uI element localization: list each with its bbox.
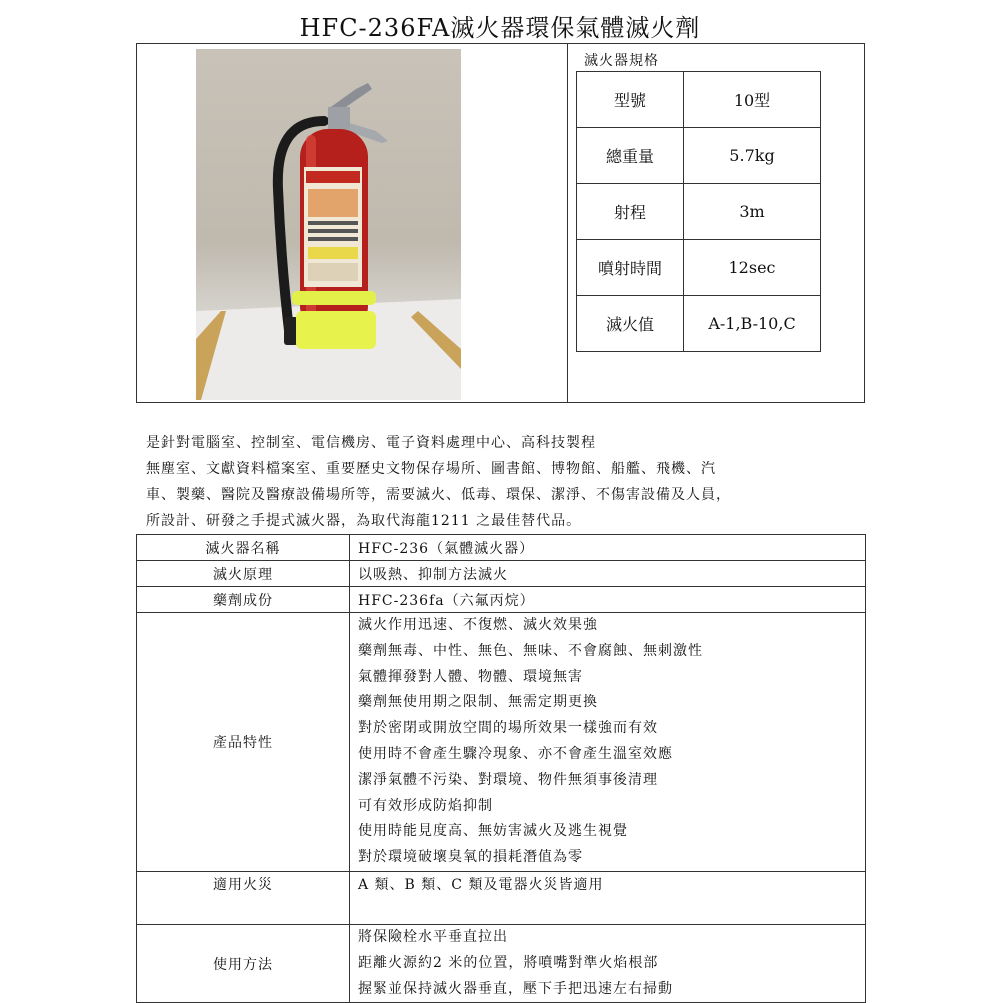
spec-key: 型號 <box>577 72 684 128</box>
feature-list <box>350 613 866 872</box>
bracket-band <box>292 291 376 305</box>
nozzle <box>284 317 298 345</box>
spec-value: 3m <box>684 184 821 240</box>
detail-row-ingredient <box>137 587 866 613</box>
spec-row <box>577 296 821 352</box>
detail-label: 產品特性 <box>137 613 350 872</box>
spec-row <box>577 184 821 240</box>
spec-value: 12sec <box>684 240 821 296</box>
detail-row-fire-types <box>137 871 866 924</box>
valve <box>328 107 350 129</box>
feature-item: 對於密閉或開放空間的場所效果一樣強而有效 <box>358 720 658 737</box>
detail-label: 滅火器名稱 <box>137 535 350 561</box>
spec-row <box>577 72 821 128</box>
detail-row-principle <box>137 561 866 587</box>
spec-key: 滅火值 <box>577 296 684 352</box>
divider <box>567 44 568 402</box>
feature-item: 藥劑無毒、中性、無色、無味、不會腐蝕、無刺激性 <box>358 642 703 659</box>
description <box>146 430 856 534</box>
detail-row-name <box>137 535 866 561</box>
feature-item: 使用時能見度高、無妨害滅火及逃生視覺 <box>358 823 628 840</box>
spec-key: 射程 <box>577 184 684 240</box>
detail-value: HFC-236fa（六氟丙烷） <box>350 587 866 613</box>
feature-item: 可有效形成防焰抑制 <box>358 797 493 814</box>
top-lever <box>328 83 372 109</box>
feature-item: 對於環境破壞臭氧的損耗潛值為零 <box>358 849 583 866</box>
detail-label: 滅火原理 <box>137 561 350 587</box>
description-line: 所設計、研發之手提式滅火器，為取代海龍1211 之最佳替代品。 <box>146 513 582 529</box>
feature-item: 氣體揮發對人體、物體、環境無害 <box>358 668 583 685</box>
spec-row <box>577 240 821 296</box>
extinguisher-photo <box>196 49 461 400</box>
page-title: HFC-236FA滅火器環保氣體滅火劑 <box>299 14 701 42</box>
spec-row <box>577 128 821 184</box>
spec-key: 總重量 <box>577 128 684 184</box>
detail-value: 以吸熱、抑制方法滅火 <box>350 561 866 587</box>
spec-value: 10型 <box>684 72 821 128</box>
usage-step: 握緊並保持滅火器垂直，壓下手把迅速左右掃動 <box>358 980 673 997</box>
usage-steps <box>350 924 866 1002</box>
feature-item: 藥劑無使用期之限制、無需定期更換 <box>358 694 598 711</box>
description-line: 無塵室、文獻資料檔案室、重要歷史文物保存場所、圖書館、博物館、船艦、飛機、汽 <box>146 461 716 477</box>
detail-row-usage <box>137 924 866 1002</box>
usage-step: 將保險栓水平垂直拉出 <box>358 928 508 945</box>
detail-label: 藥劑成份 <box>137 587 350 613</box>
detail-label: 適用火災 <box>137 871 350 924</box>
spec-caption: 滅火器規格 <box>584 53 659 69</box>
usage-step: 距離火源約2 米的位置，將噴嘴對準火焰根部 <box>358 954 659 971</box>
detail-value: A 類、B 類、C 類及電器火災皆適用 <box>350 871 866 924</box>
description-line: 是針對電腦室、控制室、電信機房、電子資料處理中心、高科技製程 <box>146 435 596 451</box>
bracket-base <box>296 311 376 349</box>
spec-value: A-1,B-10,C <box>684 296 821 352</box>
detail-row-features <box>137 613 866 872</box>
detail-table <box>136 534 866 1003</box>
spec-table <box>576 71 821 352</box>
spec-key: 噴射時間 <box>577 240 684 296</box>
spec-value: 5.7kg <box>684 128 821 184</box>
detail-value: HFC-236（氣體滅火器） <box>350 535 866 561</box>
detail-label: 使用方法 <box>137 924 350 1002</box>
description-line: 車、製藥、醫院及醫療設備場所等，需要滅火、低毒、環保、潔淨、不傷害設備及人員， <box>146 487 731 503</box>
feature-item: 滅火作用迅速、不復燃、滅火效果強 <box>358 617 598 633</box>
feature-item: 潔淨氣體不污染、對環境、物件無須事後清理 <box>358 771 658 788</box>
spec-block <box>136 43 865 403</box>
feature-item: 使用時不會產生驟冷現象、亦不會產生溫室效應 <box>358 745 673 762</box>
extinguisher-illustration <box>196 49 461 400</box>
